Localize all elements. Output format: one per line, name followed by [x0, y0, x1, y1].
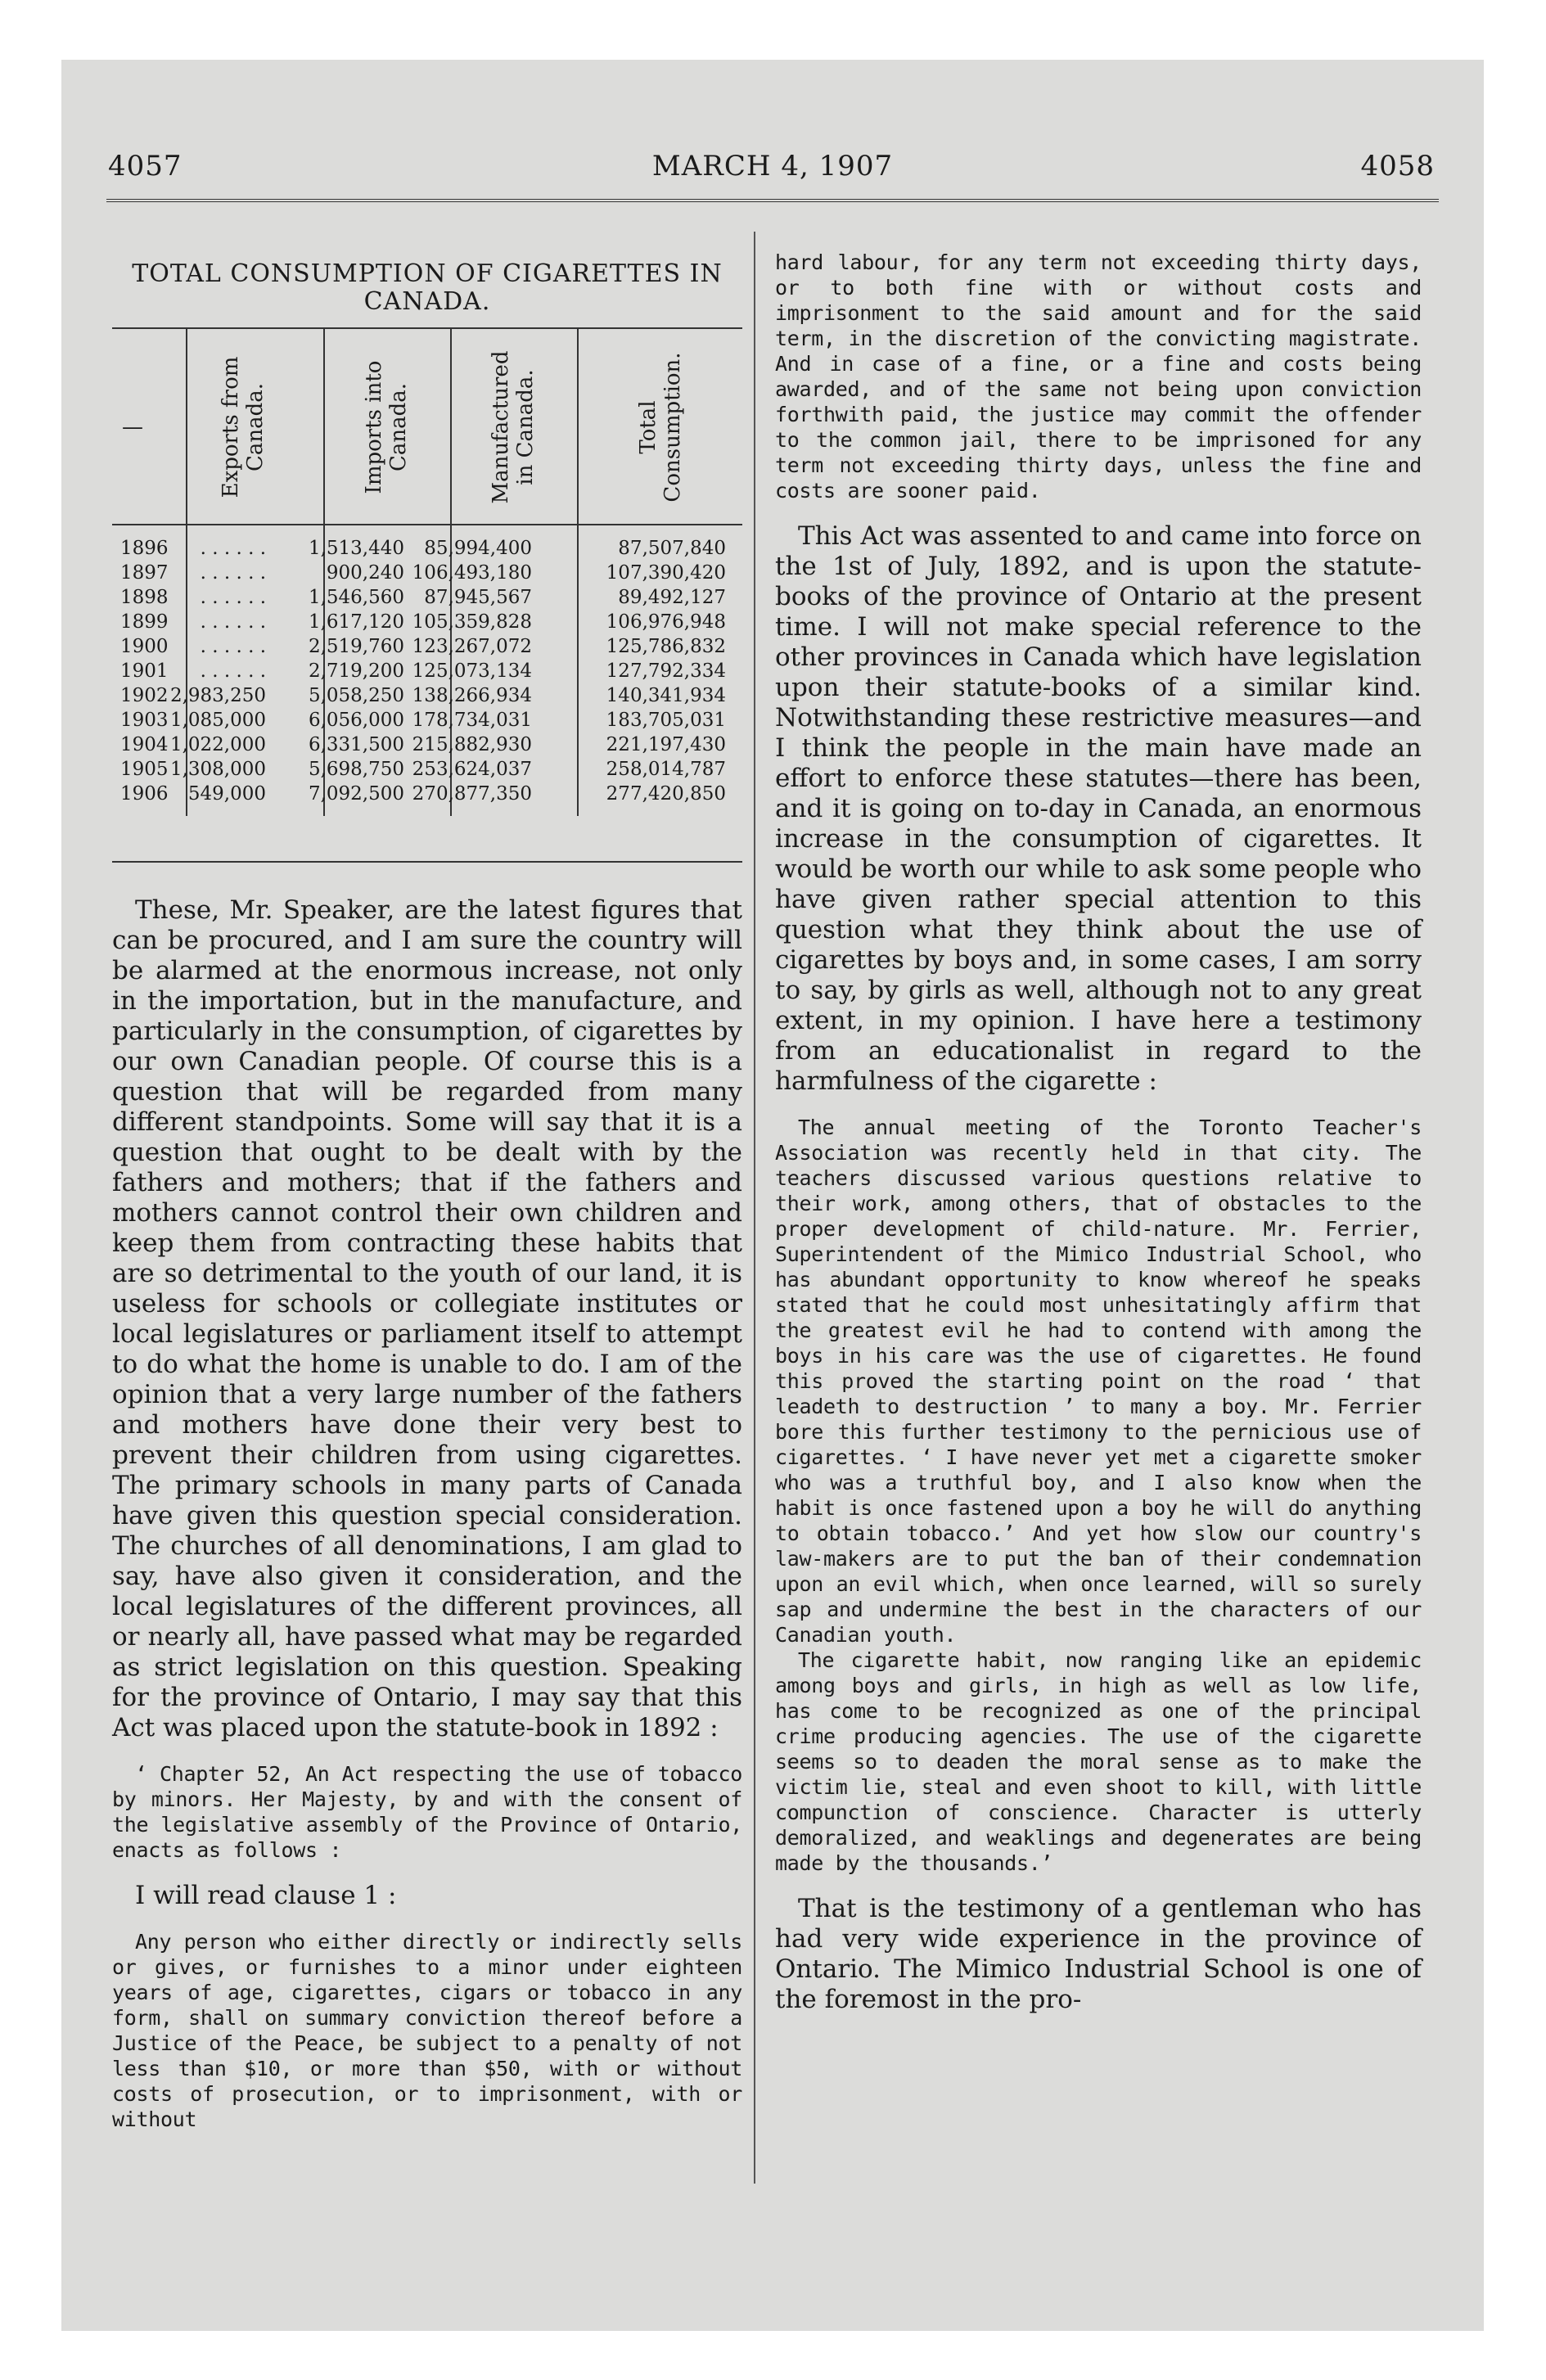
manufactured-cell: 85,994,400 [424, 538, 532, 559]
total-header: Total Consumption. [636, 352, 685, 503]
exports-cell: 2,983,250 [169, 685, 266, 706]
manufactured-cell: 138,266,934 [412, 685, 532, 706]
year-cell: 1898 [120, 587, 169, 608]
table-row [112, 660, 742, 683]
exports-cell: 549,000 [187, 783, 266, 805]
year-cell: 1897 [120, 562, 169, 584]
paragraph: These, Mr. Speaker, are the latest figures that can be procured, and I am sure the country will be alarmed at the enormous increase, not only in the importation, but in the manufacture, and particularly in the consumption, of cigarettes by our own Canadian people. Of course this is a question that will be regarded from many different standpoints. Some will say that it is a question that ought to be dealt with by the fathers and mothers; that if the fathers and mothers cannot control their own children and keep them from contracting these habits that are so detrimental to the youth of our land, it is useless for schools or collegiate institutes or local legislatures or parliament itself to attempt to do what the home is unable to do. I am of the opinion that a very large number of the fathers and mothers have done their very best to prevent their children from using cigarettes. The primary schools in many parts of Canada have given this question special consideration. The churches of all denominations, I am glad to say, have also given it consideration, and the local legislatures of the different provinces, all or nearly all, have passed what may be regarded as strict legislation on this question. Speaking for the province of Ontario, I may say that this Act was placed upon the statute-book in 1892 : [112, 895, 742, 1742]
exports-cell: . . . . . . [200, 660, 266, 682]
table-row [112, 734, 742, 757]
total-cell: 127,792,334 [606, 660, 726, 682]
table-row [112, 685, 742, 708]
total-cell: 107,390,420 [606, 562, 726, 584]
exports-cell: . . . . . . [200, 538, 266, 559]
right-column [775, 250, 1422, 2015]
quoted-testimony: The cigarette habit, now ranging like an epidemic among boys and girls, in high as well as low life, has come to be recognized as one of the principal crime producing agencies. The use of the cigarette seems so to deaden the moral sense as to make the victim lie, steal and even shoot to kill, with little compunction of conscience. Character is utterly demoralized, and weaklings and degenerates are being made by the thousands.’ [775, 1648, 1422, 1875]
year-cell: 1900 [120, 636, 169, 657]
table-year-header: — [122, 415, 143, 439]
consumption-table [112, 327, 742, 863]
exports-cell: . . . . . . [200, 587, 266, 608]
exports-cell: . . . . . . [200, 562, 266, 584]
right-page-number: 4058 [1360, 150, 1435, 183]
manufactured-cell: 253,624,037 [412, 759, 532, 780]
page-date: MARCH 4, 1907 [651, 150, 894, 183]
imports-cell: 7,092,500 [308, 783, 404, 805]
total-cell: 140,341,934 [606, 685, 726, 706]
exports-cell: . . . . . . [200, 636, 266, 657]
year-cell: 1906 [120, 783, 169, 805]
exports-cell: 1,085,000 [169, 710, 266, 731]
year-cell: 1903 [120, 710, 169, 731]
total-cell: 87,507,840 [618, 538, 726, 559]
left-page-number: 4057 [108, 150, 183, 183]
imports-cell: 5,698,750 [308, 759, 404, 780]
manufactured-cell: 106,493,180 [412, 562, 532, 584]
total-cell: 277,420,850 [606, 783, 726, 805]
imports-cell: 1,513,440 [308, 538, 404, 559]
year-cell: 1905 [120, 759, 169, 780]
exports-header: Exports from Canada. [219, 356, 268, 498]
imports-cell: 2,519,760 [308, 636, 404, 657]
page-sheet [61, 60, 1484, 2331]
manufactured-cell: 105,359,828 [412, 611, 532, 633]
total-cell: 183,705,031 [606, 710, 726, 731]
imports-cell: 900,240 [326, 562, 404, 584]
quoted-clause-continued: hard labour, for any term not exceeding thirty days, or to both fine with or without costs and imprisonment to the said amount and for the said term, in the discretion of the convicting magistrate. And in case of a fine, or a fine and costs being awarded, and of the same not being upon conviction forthwith paid, the justice may commit the offender to the common jail, there to be imprisoned for any term not exceeding thirty days, unless the fine and costs are sooner paid. [775, 250, 1422, 503]
imports-header: Imports into Canada. [362, 360, 411, 494]
table-row [112, 710, 742, 732]
quoted-statute: ‘ Chapter 52, An Act respecting the use of tobacco by minors. Her Majesty, by and with the consent of the legislative assembly of the Province of Ontario, enacts as follows : [112, 1762, 742, 1862]
table-title: TOTAL CONSUMPTION OF CIGARETTES IN CANADA. [132, 259, 723, 316]
paragraph: This Act was assented to and came into force on the 1st of July, 1892, and is upon the statute-books of the province of Ontario at the present time. I will not make special reference to the other provinces in Canada which have legislation upon their statute-books of a similar kind. Notwithstanding these restrictive measures—and I think the people in the main have made an effort to enforce these statutes—there has been, and it is going on to-day in Canada, an enormous increase in the consumption of cigarettes. It would be worth our while to ask some people who have given rather special attention to this question what they think about the use of cigarettes by boys and, in some cases, I am sorry to say, by girls as well, although not to any great extent, in my opinion. I have here a testimony from an educationalist in regard to the harmfulness of the cigarette : [775, 521, 1422, 1096]
quoted-testimony: The annual meeting of the Toronto Teacher's Association was recently held in that city. The teachers discussed various questions relative to their work, among others, that of obstacles to the proper development of child-nature. Mr. Ferrier, Superintendent of the Mimico Industrial School, who has abundant opportunity to know whereof he speaks stated that he could most unhesitatingly affirm that the greatest evil he had to contend with among the boys in his care was the use of cigarettes. He found this proved the starting point on the road ‘ that leadeth to destruction ’ to many a boy. Mr. Ferrier bore this further testimony to the pernicious use of cigarettes. ‘ I have never yet met a cigarette smoker who was a truthful boy, and I also know when the habit is once fastened upon a boy he will do anything to obtain tobacco.’ And yet how slow our country's law-makers are to put the ban of their condemnation upon an evil which, when once learned, will so surely sap and undermine the best in the characters of our Canadian youth. [775, 1116, 1422, 1647]
year-cell: 1902 [120, 685, 169, 706]
year-cell: 1901 [120, 660, 169, 682]
manufactured-cell: 215,882,930 [412, 734, 532, 755]
total-cell: 258,014,787 [606, 759, 726, 780]
table-row [112, 611, 742, 634]
manufactured-header: Manufactured in Canada. [489, 350, 538, 504]
exports-cell: . . . . . . [200, 611, 266, 633]
manufactured-cell: 87,945,567 [424, 587, 532, 608]
year-cell: 1904 [120, 734, 169, 755]
imports-cell: 6,056,000 [308, 710, 404, 731]
imports-cell: 1,546,560 [308, 587, 404, 608]
imports-cell: 5,058,250 [308, 685, 404, 706]
table-row [112, 636, 742, 659]
header-rule [106, 199, 1439, 202]
total-cell: 221,197,430 [606, 734, 726, 755]
year-cell: 1896 [120, 538, 169, 559]
manufactured-cell: 178,734,031 [412, 710, 532, 731]
total-cell: 125,786,832 [606, 636, 726, 657]
manufactured-cell: 125,073,134 [412, 660, 532, 682]
table-row [112, 759, 742, 782]
manufactured-cell: 123,267,072 [412, 636, 532, 657]
year-cell: 1899 [120, 611, 169, 633]
imports-cell: 6,331,500 [308, 734, 404, 755]
exports-cell: 1,308,000 [169, 759, 266, 780]
imports-cell: 2,719,200 [308, 660, 404, 682]
table-row [112, 783, 742, 806]
manufactured-cell: 270,877,350 [412, 783, 532, 805]
column-divider [754, 232, 755, 2184]
quoted-clause: Any person who either directly or indirectly sells or gives, or furnishes to a minor under eighteen years of age, cigarettes, cigars or tobacco in any form, shall on summary conviction thereof before a Justice of the Peace, be subject to a penalty of not less than $10, or more than $50, with or without costs of prosecution, or to imprisonment, with or without [112, 1930, 742, 2131]
paragraph: That is the testimony of a gentleman who has had very wide experience in the province of Ontario. The Mimico Industrial School is one of the foremost in the pro- [775, 1894, 1422, 2014]
left-column [112, 260, 742, 2132]
exports-cell: 1,022,000 [169, 734, 266, 755]
table-row [112, 538, 742, 561]
total-cell: 106,976,948 [606, 611, 726, 633]
paragraph: I will read clause 1 : [135, 1881, 397, 1910]
total-cell: 89,492,127 [618, 587, 726, 608]
table-header-rule [112, 524, 742, 525]
table-row [112, 587, 742, 610]
table-row [112, 562, 742, 585]
imports-cell: 1,617,120 [308, 611, 404, 633]
